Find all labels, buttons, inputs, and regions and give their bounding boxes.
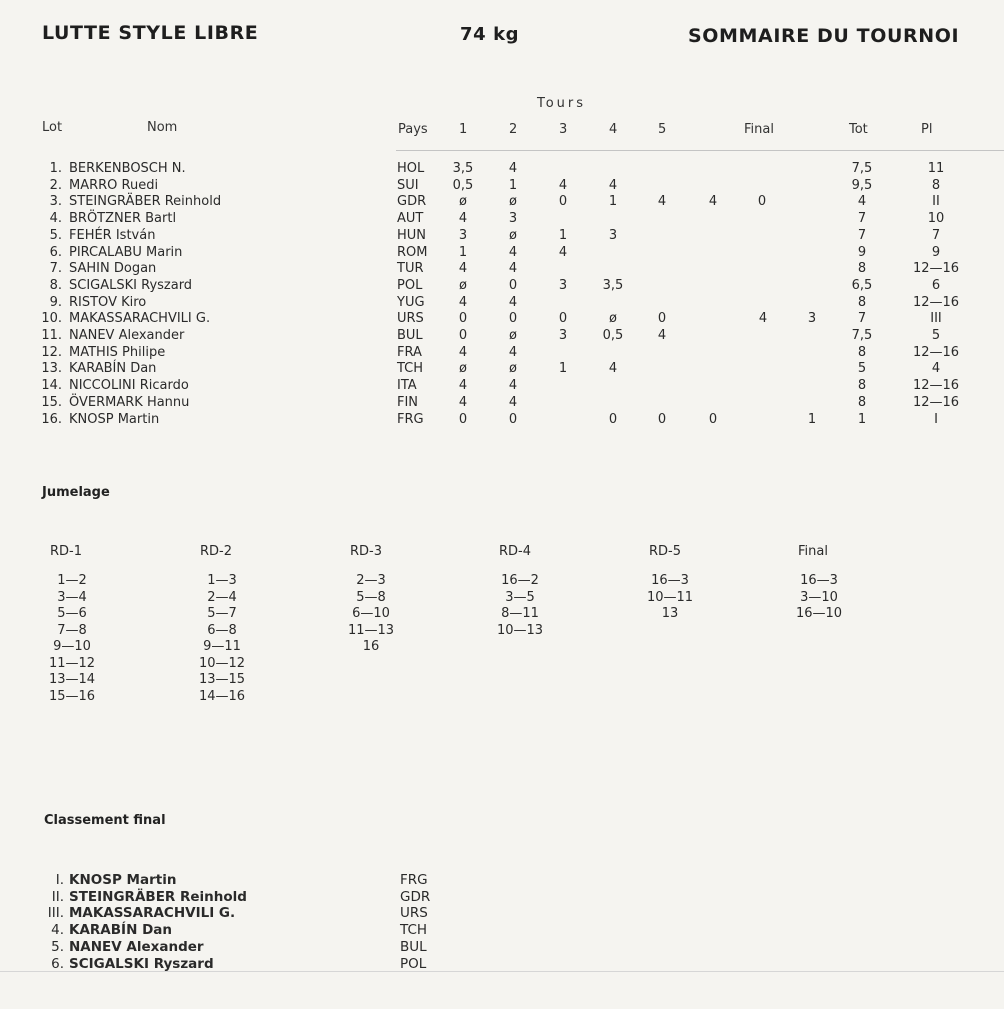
pairing: 6—8 [207,622,237,638]
row-total: 8 [857,394,867,410]
row-name: KARABÍN Dan [69,361,157,377]
row-score-cell: 4 [508,344,518,360]
row-lot: 13. [41,361,62,377]
row-country: POL [397,277,423,293]
pairing: 3—10 [800,589,838,605]
row-score-cell: 0 [657,311,667,327]
row-total: 5 [857,361,867,377]
row-country: HOL [397,161,425,176]
row-score-cell: 3 [608,227,618,243]
final-rank: 4. [51,922,64,939]
row-total: 8 [857,294,867,310]
lot-header: Lot [42,120,63,135]
tour-1-header: 1 [459,122,468,137]
row-country: AUT [397,211,424,227]
row-score-cell: 0 [757,194,767,210]
pairing: 10—13 [496,622,544,638]
row-score-cell: 4 [508,161,518,176]
tot-header: Tot [849,122,868,137]
row-lot: 2. [49,177,62,193]
row-country: HUN [397,227,427,243]
nom-header: Nom [147,120,178,135]
pairing: 15—16 [48,688,96,704]
row-lot: 1. [49,161,62,176]
row-country: SUI [397,177,419,193]
tour-5-header: 5 [658,122,667,137]
final-rank: 5. [51,938,64,955]
row-score-cell: ø [459,277,467,293]
pairing: 3—5 [505,589,535,605]
pairing: 1—3 [207,573,237,588]
pairing: 11—13 [347,622,395,638]
final-country: TCH [400,922,428,939]
round-label: RD-2 [200,544,233,559]
weight-class: 74 kg [460,24,520,45]
row-name: PIRCALABU Marin [69,244,183,260]
round-label: RD-3 [350,544,383,559]
row-name: BRÖTZNER Bartl [69,211,177,227]
row-country: FRA [397,344,422,360]
row-total: 7,5 [851,328,873,343]
row-lot: 12. [41,344,62,360]
row-lot: 14. [41,378,62,394]
row-total: 9,5 [851,177,873,193]
row-lot: 4. [49,211,62,227]
pairing: 14—16 [198,688,246,704]
row-place: 10 [927,211,945,227]
row-total: 7 [857,211,867,227]
pairing: 16—3 [800,573,838,588]
row-score-cell: 4 [708,194,718,210]
row-score-cell: 1 [807,411,817,427]
row-place: 12—16 [912,378,960,394]
row-score-cell: 3 [558,277,568,293]
event-title: LUTTE STYLE LIBRE [42,22,259,44]
row-score-cell: 0 [458,328,468,343]
row-lot: 5. [49,227,62,243]
row-score-cell: 4 [558,244,568,260]
final-name: KNOSP Martin [69,872,177,888]
tours-header: Tours [537,96,587,111]
row-lot: 15. [41,394,62,410]
row-name: MATHIS Philipe [69,344,166,360]
row-score-cell: 0 [558,311,568,327]
row-score-cell: 4 [508,394,518,410]
row-lot: 16. [41,411,62,427]
row-lot: 6. [49,244,62,260]
pairing: 1—2 [57,573,87,588]
page-bottom-rule [0,971,1004,972]
row-place: 12—16 [912,394,960,410]
row-place: 12—16 [912,294,960,310]
header-rule [396,150,1004,151]
row-score-cell: 1 [558,227,568,243]
row-score-cell: 1 [458,244,468,260]
final-country: GDR [400,888,431,905]
final-name: STEINGRÄBER Reinhold [69,888,247,905]
row-score-cell: 4 [458,344,468,360]
final-rank: II. [51,888,64,905]
row-score-cell: 4 [758,311,768,327]
row-name: SAHIN Dogan [69,261,157,277]
row-lot: 11. [41,328,62,343]
row-place: II [932,194,940,210]
row-score-cell: 4 [458,394,468,410]
pairing: 5—8 [356,589,386,605]
row-score-cell: 4 [657,194,667,210]
row-score-cell: 0 [458,411,468,427]
row-score-cell: ø [509,361,517,377]
row-name: SCIGALSKI Ryszard [69,277,193,293]
summary-title: SOMMAIRE DU TOURNOI [688,25,960,47]
round-label: RD-4 [499,544,532,559]
row-country: YUG [397,294,425,310]
row-score-cell: ø [459,361,467,377]
row-score-cell: 4 [657,328,667,343]
jumelage-title: Jumelage [42,485,110,500]
final-country: POL [400,955,427,972]
row-score-cell: 0 [558,194,568,210]
final-name: KARABÍN Dan [69,922,172,939]
row-country: FIN [397,394,419,410]
row-score-cell: 1 [608,194,618,210]
row-score-cell: 0 [508,277,518,293]
row-name: FEHÉR István [69,227,156,243]
row-name: NICCOLINI Ricardo [69,378,189,394]
row-country: FRG [397,411,424,427]
row-place: 7 [931,227,941,243]
row-score-cell: 4 [458,294,468,310]
row-score-cell: 4 [458,211,468,227]
pays-header: Pays [398,122,428,137]
row-score-cell: ø [509,328,517,343]
pairing: 16 [362,639,380,654]
row-country: ITA [397,378,417,394]
row-name: ÖVERMARK Hannu [69,394,190,410]
row-score-cell: 0 [458,311,468,327]
row-country: GDR [397,194,427,210]
pairing: 5—7 [207,606,237,621]
row-name: RISTOV Kiro [69,294,147,310]
pairing: 10—12 [198,655,246,671]
row-place: 5 [931,328,941,343]
row-place: 12—16 [912,261,960,277]
final-rank: I. [55,872,64,888]
row-country: URS [397,311,424,327]
row-country: TCH [397,361,424,377]
row-total: 4 [857,194,867,210]
pairing: 13—15 [198,672,246,687]
row-name: BERKENBOSCH N. [69,161,186,176]
row-score-cell: 4 [458,261,468,277]
pl-header: Pl [921,122,933,137]
row-total: 7 [857,311,867,327]
row-lot: 3. [49,194,62,210]
row-total: 6,5 [851,277,873,293]
row-score-cell: ø [509,194,517,210]
row-name: MARRO Ruedi [69,177,159,193]
row-score-cell: 0,5 [452,177,474,193]
row-place: 11 [927,161,945,176]
row-place: 9 [931,244,941,260]
round-label: RD-1 [50,544,83,559]
row-total: 9 [857,244,867,260]
round-label: Final [798,544,828,559]
row-place: 12—16 [912,344,960,360]
pairing: 10—11 [646,589,694,605]
row-score-cell: 3,5 [452,161,474,176]
row-total: 8 [857,261,867,277]
row-score-cell: 4 [608,177,618,193]
pairing: 5—6 [57,606,87,621]
row-country: BUL [397,328,423,343]
row-score-cell: 4 [458,378,468,394]
final-country: FRG [400,872,428,888]
pairing: 13 [661,606,679,621]
row-country: ROM [397,244,428,260]
row-name: KNOSP Martin [69,411,160,427]
tour-2-header: 2 [509,122,518,137]
row-score-cell: 1 [508,177,518,193]
row-score-cell: 0 [657,411,667,427]
row-lot: 8. [49,277,62,293]
row-score-cell: 3 [508,211,518,227]
row-score-cell: 3,5 [602,277,624,293]
row-lot: 9. [49,294,62,310]
row-name: STEINGRÄBER Reinhold [69,194,222,210]
classement-title: Classement final [44,813,166,828]
pairing: 13—14 [48,672,96,687]
row-score-cell: 3 [558,328,568,343]
pairing: 6—10 [352,606,390,621]
row-place: III [930,311,942,327]
pairing: 11—12 [48,655,96,671]
row-country: TUR [397,261,424,277]
pairing: 9—11 [203,639,241,654]
row-total: 8 [857,344,867,360]
row-lot: 10. [41,311,62,327]
row-score-cell: 0 [508,311,518,327]
row-score-cell: ø [609,311,617,327]
pairing: 16—2 [501,573,539,588]
row-score-cell: 4 [508,378,518,394]
row-lot: 7. [49,261,62,277]
pairing: 2—4 [207,589,237,605]
final-header: Final [744,122,774,137]
row-place: 8 [931,177,941,193]
row-score-cell: 0 [508,411,518,427]
final-name: NANEV Alexander [69,938,204,955]
row-score-cell: 4 [508,244,518,260]
pairing: 8—11 [501,606,539,621]
row-name: MAKASSARACHVILI G. [69,311,211,327]
row-score-cell: ø [509,227,517,243]
row-name: NANEV Alexander [69,328,185,343]
pairing: 7—8 [57,622,87,638]
row-score-cell: ø [459,194,467,210]
row-score-cell: 0,5 [602,328,624,343]
row-score-cell: 0 [608,411,618,427]
final-name: MAKASSARACHVILI G. [69,905,236,922]
row-score-cell: 4 [608,361,618,377]
tour-4-header: 4 [609,122,618,137]
final-rank: III. [47,905,64,922]
row-score-cell: 3 [458,227,468,243]
final-name: SCIGALSKI Ryszard [69,955,214,972]
final-rank: 6. [51,955,64,972]
pairing: 16—10 [795,606,843,621]
pairing: 2—3 [356,573,386,588]
final-country: BUL [400,938,427,955]
row-total: 7 [857,227,867,243]
pairing: 3—4 [57,589,87,605]
row-score-cell: 4 [508,294,518,310]
tour-3-header: 3 [559,122,568,137]
row-total: 1 [857,411,867,427]
row-score-cell: 4 [508,261,518,277]
pairing: 9—10 [53,639,91,654]
row-total: 8 [857,378,867,394]
final-country: URS [400,905,428,922]
row-score-cell: 4 [558,177,568,193]
row-score-cell: 1 [558,361,568,377]
row-total: 7,5 [851,161,873,176]
row-place: 6 [931,277,941,293]
row-place: 4 [931,361,941,377]
round-label: RD-5 [649,544,682,559]
pairing: 16—3 [651,573,689,588]
row-score-cell: 3 [807,311,817,327]
row-place: I [934,411,938,427]
row-score-cell: 0 [708,411,718,427]
